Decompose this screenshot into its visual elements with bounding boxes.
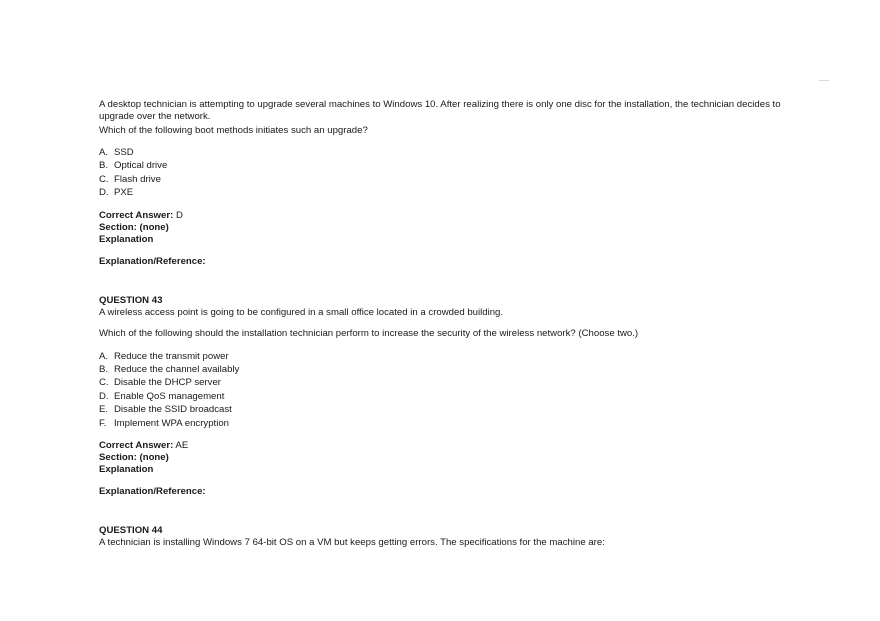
q42-question: Which of the following boot methods initiates such an upgrade?	[99, 125, 368, 136]
q43-option-a: A. Reduce the transmit power	[99, 350, 229, 362]
question-44	[99, 525, 789, 549]
q42-option-a: A. SSD	[99, 147, 134, 158]
document-content	[99, 99, 789, 549]
q42-section: Section: (none)	[99, 221, 169, 233]
q43-options	[99, 350, 789, 430]
page-corner-mark	[819, 80, 829, 81]
q43-stem: A wireless access point is going to be configured in a small office located in a crowded building.	[99, 306, 504, 318]
q42-stem-line1: A desktop technician is attempting to upgrade several machines to Windows 10. After realizing there is only one disc for the installation, the technician decides to	[99, 99, 781, 110]
q42-options	[99, 146, 789, 200]
q42-option-d: D. PXE	[99, 187, 134, 199]
q42-explanation-reference: Explanation/Reference:	[99, 255, 206, 267]
q43-correct-answer: Correct Answer: AE	[99, 439, 189, 451]
q42-explanation: Explanation	[99, 233, 154, 245]
q43-option-f: F. Implement WPA encryption	[99, 417, 229, 429]
question-42	[99, 99, 789, 268]
q44-stem: A technician is installing Windows 7 64-bit OS on a VM but keeps getting errors. The specifications for the machine are:	[99, 536, 605, 548]
q42-stem-line2: upgrade over the network.	[99, 111, 211, 122]
q43-section: Section: (none)	[99, 451, 169, 463]
q43-question: Which of the following should the installation technician perform to increase the security of the wireless network? (Choose two.)	[99, 327, 639, 339]
q43-option-b: B. Reduce the channel availably	[99, 363, 240, 375]
q43-heading: QUESTION 43	[99, 294, 163, 306]
q43-explanation-reference: Explanation/Reference:	[99, 485, 206, 497]
q43-option-d: D. Enable QoS management	[99, 390, 225, 402]
q43-explanation: Explanation	[99, 463, 154, 475]
q42-option-b: B. Optical drive	[99, 160, 168, 172]
q42-correct-answer: Correct Answer: D	[99, 209, 183, 221]
q43-option-c: C. Disable the DHCP server	[99, 377, 221, 389]
q44-heading: QUESTION 44	[99, 524, 163, 536]
question-43	[99, 295, 789, 498]
q43-option-e: E. Disable the SSID broadcast	[99, 404, 232, 416]
q42-option-c: C. Flash drive	[99, 173, 161, 185]
